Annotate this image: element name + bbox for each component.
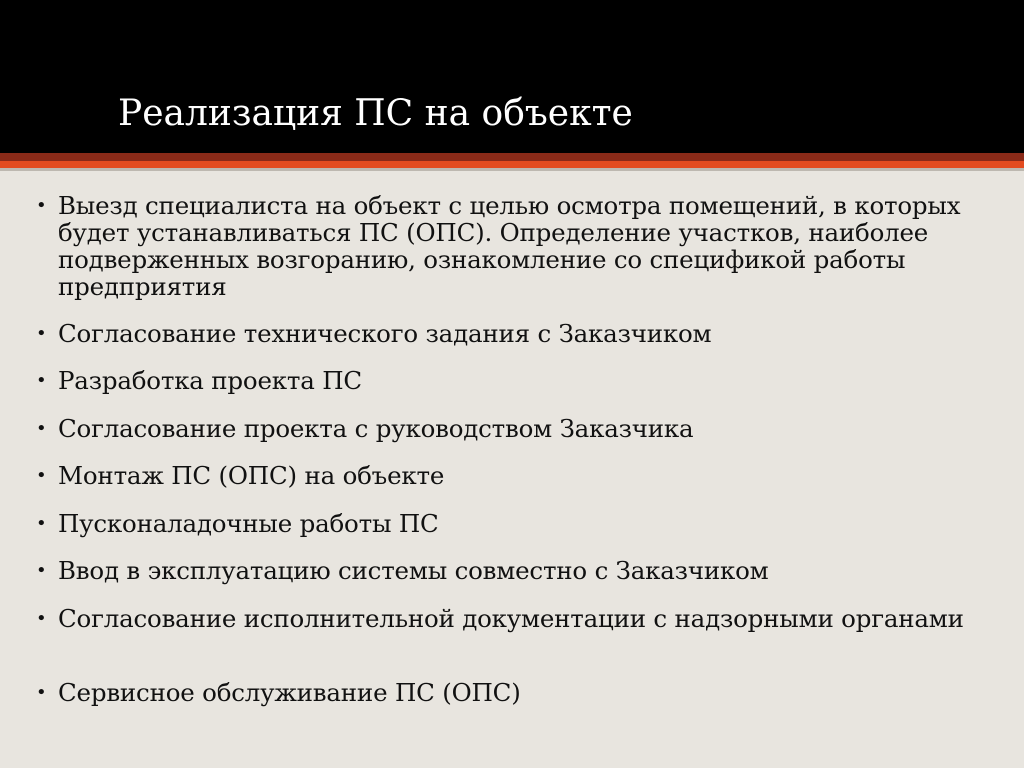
bullet-item-project-approval bbox=[36, 414, 988, 443]
bullet-item-go-live bbox=[36, 556, 988, 585]
bullet-text: Монтаж ПС (ОПС) на объекте bbox=[58, 461, 445, 490]
bullet-marker: • bbox=[36, 195, 47, 216]
bullet-text: Ввод в эксплуатацию системы совместно с Заказчиком bbox=[58, 556, 769, 585]
bullet-text: Согласование проекта с руководством Заказчика bbox=[58, 414, 694, 443]
bullet-marker: • bbox=[36, 465, 47, 486]
bullet-item-documentation bbox=[36, 604, 988, 633]
bullet-marker: • bbox=[36, 513, 47, 534]
bullet-item-tech-spec bbox=[36, 319, 988, 348]
bullet-item-project-design bbox=[36, 366, 988, 395]
bullet-text: Выезд специалиста на объект с целью осмотра помещений, в которых будет устанавливаться ПС (ОПС). Определение участков, наиболее подверженных возгоранию, ознакомление со спецификой работы предприятия bbox=[58, 191, 961, 301]
bullet-item-site-visit bbox=[36, 191, 988, 301]
bullet-marker: • bbox=[36, 608, 47, 629]
bullet-text: Сервисное обслуживание ПС (ОПС) bbox=[58, 678, 521, 707]
bullet-item-installation bbox=[36, 461, 988, 490]
bullet-text: Пусконаладочные работы ПС bbox=[58, 509, 439, 538]
bullet-marker: • bbox=[36, 418, 47, 439]
bullet-item-service bbox=[36, 678, 988, 707]
bullet-text: Разработка проекта ПС bbox=[58, 366, 362, 395]
bullet-item-commissioning bbox=[36, 509, 988, 538]
bullet-text: Согласование технического задания с Заказчиком bbox=[58, 319, 712, 348]
bullet-marker: • bbox=[36, 682, 47, 703]
bullet-marker: • bbox=[36, 370, 47, 391]
bullet-marker: • bbox=[36, 560, 47, 581]
slide-title: Реализация ПС на объекте bbox=[118, 93, 633, 134]
bullet-text: Согласование исполнительной документации с надзорными органами bbox=[58, 604, 964, 633]
bullet-marker: • bbox=[36, 323, 47, 344]
